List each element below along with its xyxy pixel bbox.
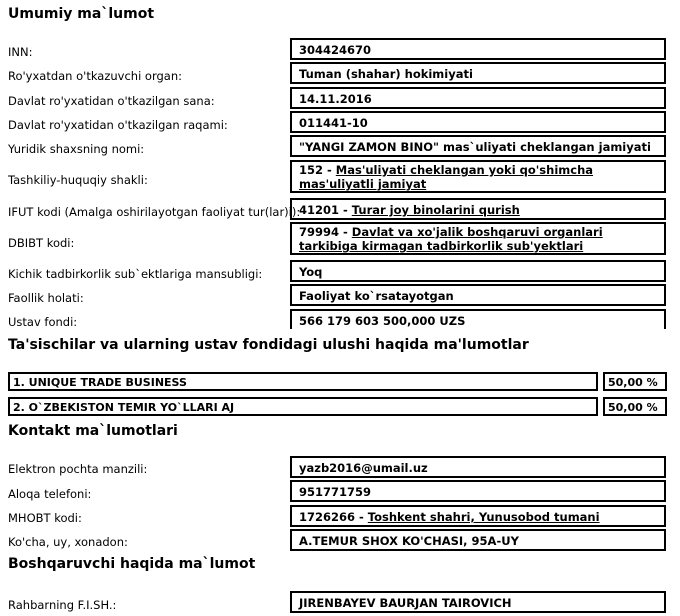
founder-row-2-name: 2. O`ZBEKISTON TEMIR YO`LLARI AJ xyxy=(8,397,598,416)
section-title-contact: Kontakt ma`lumotlari xyxy=(8,423,178,439)
section-title-general: Umumiy ma`lumot xyxy=(8,6,155,22)
dbibt-link[interactable]: Davlat va xo'jalik boshqaruvi organlari tarkibiga kirmagan tadbirkorlik sub'yektlari xyxy=(299,225,603,253)
legal-form-link[interactable]: Mas'uliyati cheklangan yoki qo'shimcha mas'uliyatli jamiyat xyxy=(299,163,594,191)
address-value: A.TEMUR SHOX KO'CHASI, 95A-UY xyxy=(290,529,666,551)
head-value: JIRENBAYEV BAURJAN TAIROVICH xyxy=(290,591,666,613)
small-business-value: Yoq xyxy=(290,260,666,282)
phone-label: Aloqa telefoni: xyxy=(8,487,92,501)
charter-fund-value: 566 179 603 500,000 UZS xyxy=(290,309,666,329)
reg-number-value: 011441-10 xyxy=(290,111,666,133)
legal-form-value: 152 - Mas'uliyati cheklangan yoki qo'shimcha mas'uliyatli jamiyat xyxy=(290,160,666,193)
inn-label: INN: xyxy=(8,45,33,59)
email-label: Elektron pochta manzili: xyxy=(8,462,148,476)
legal-name-label: Yuridik shaxsning nomi: xyxy=(8,142,145,156)
inn-value: 304424670 xyxy=(290,38,666,60)
reg-organ-label: Ro'yxatdan o'tkazuvchi organ: xyxy=(8,69,183,83)
reg-organ-value: Tuman (shahar) hokimiyati xyxy=(290,62,666,84)
email-value: yazb2016@umail.uz xyxy=(290,456,666,478)
legal-name-value: "YANGI ZAMON BINO" mas`uliyati cheklangan jamiyati xyxy=(290,135,666,157)
reg-number-label: Davlat ro'yxatidan o'tkazilgan raqami: xyxy=(8,118,228,132)
phone-value: 951771759 xyxy=(290,480,666,502)
dbibt-value: 79994 - Davlat va xo'jalik boshqaruvi organlari tarkibiga kirmagan tadbirkorlik sub'yektlari xyxy=(290,222,666,255)
ifut-link[interactable]: Turar joy binolarini qurish xyxy=(351,203,520,217)
address-label: Ko'cha, uy, xonadon: xyxy=(8,535,128,549)
founder-row-1-share: 50,00 % xyxy=(603,372,667,391)
ifut-value: 41201 - Turar joy binolarini qurish xyxy=(290,198,666,220)
section-title-founders: Ta'sischilar va ularning ustav fondidagi ulushi haqida ma'lumotlar xyxy=(8,337,529,353)
status-label: Faollik holati: xyxy=(8,291,84,305)
reg-date-label: Davlat ro'yxatidan o'tkazilgan sana: xyxy=(8,94,215,108)
small-business-label: Kichik tadbirkorlik sub`ektlariga mansubligi: xyxy=(8,267,263,281)
reg-date-value: 14.11.2016 xyxy=(290,87,666,109)
head-label: Rahbarning F.I.SH.: xyxy=(8,598,117,612)
section-title-management: Boshqaruvchi haqida ma`lumot xyxy=(8,556,256,572)
founder-row-1-name: 1. UNIQUE TRADE BUSINESS xyxy=(8,372,598,391)
dbibt-label: DBIBT kodi: xyxy=(8,236,75,250)
legal-form-label: Tashkiliy-huquqiy shakli: xyxy=(8,173,148,187)
founder-row-2-share: 50,00 % xyxy=(603,397,667,416)
ifut-label: IFUT kodi (Amalga oshirilayotgan faoliyat tur(lar)i): xyxy=(8,205,301,219)
charter-fund-label: Ustav fondi: xyxy=(8,315,78,329)
mhobt-value: 1726266 - Toshkent shahri, Yunusobod tumani xyxy=(290,505,666,527)
status-value: Faoliyat ko`rsatayotgan xyxy=(290,284,666,306)
mhobt-link[interactable]: Toshkent shahri, Yunusobod tumani xyxy=(367,510,600,524)
mhobt-label: MHOBT kodi: xyxy=(8,511,82,525)
